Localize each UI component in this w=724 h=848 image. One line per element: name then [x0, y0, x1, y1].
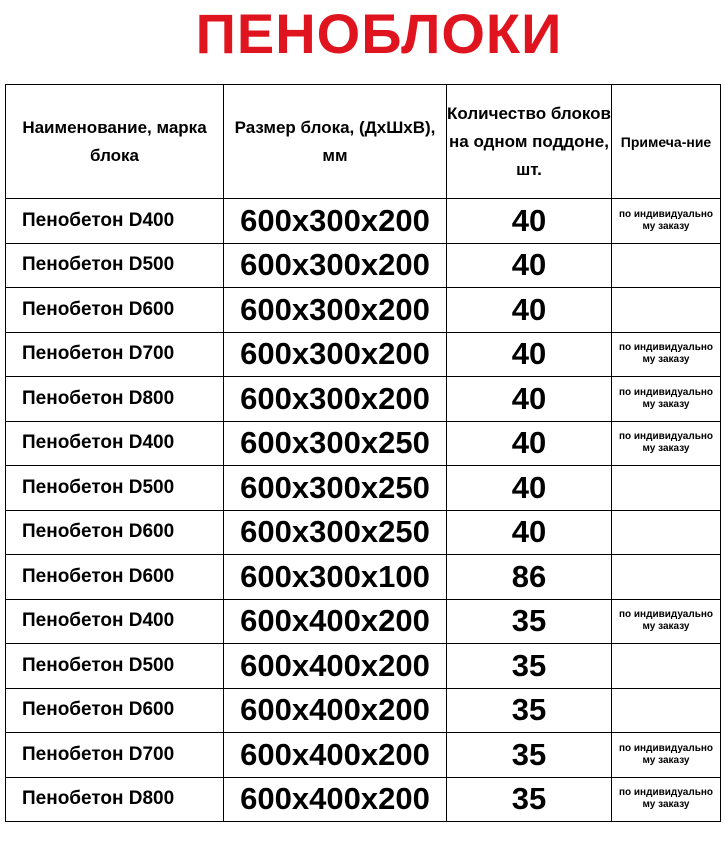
block-name-cell: Пенобетон D600	[6, 288, 224, 333]
table-row	[6, 421, 721, 466]
block-qty-cell: 35	[447, 644, 612, 689]
block-size-cell: 600x400x200	[224, 777, 447, 822]
block-name-cell: Пенобетон D400	[6, 199, 224, 244]
block-qty-cell: 86	[447, 555, 612, 600]
block-size-cell: 600x300x100	[224, 555, 447, 600]
table-body	[6, 199, 721, 822]
block-size-cell: 600x300x200	[224, 199, 447, 244]
block-qty-cell: 35	[447, 688, 612, 733]
table-row	[6, 466, 721, 511]
block-name-cell: Пенобетон D800	[6, 777, 224, 822]
block-note-cell	[612, 466, 721, 511]
block-name-cell: Пенобетон D500	[6, 243, 224, 288]
block-qty-cell: 40	[447, 243, 612, 288]
table-row	[6, 332, 721, 377]
block-note-cell	[612, 555, 721, 600]
block-size-cell: 600x300x200	[224, 243, 447, 288]
block-note-cell: по индивидуально му заказу	[612, 199, 721, 244]
block-name-cell: Пенобетон D500	[6, 644, 224, 689]
table-row	[6, 688, 721, 733]
table-row	[6, 510, 721, 555]
block-note-cell: по индивидуально му заказу	[612, 377, 721, 422]
block-note-cell	[612, 288, 721, 333]
block-qty-cell: 40	[447, 421, 612, 466]
block-note-cell	[612, 644, 721, 689]
table-row	[6, 644, 721, 689]
block-qty-cell: 40	[447, 199, 612, 244]
block-name-cell: Пенобетон D600	[6, 555, 224, 600]
table-row	[6, 243, 721, 288]
price-table	[5, 84, 721, 822]
table-row	[6, 288, 721, 333]
block-name-cell: Пенобетон D700	[6, 332, 224, 377]
block-qty-cell: 40	[447, 510, 612, 555]
block-size-cell: 600x300x250	[224, 421, 447, 466]
column-header-name: Наименование, марка блока	[6, 85, 224, 199]
block-note-cell: по индивидуально му заказу	[612, 733, 721, 778]
block-note-cell	[612, 243, 721, 288]
table-row	[6, 199, 721, 244]
column-header-note: Примеча-ние	[612, 85, 721, 199]
block-name-cell: Пенобетон D400	[6, 599, 224, 644]
table-row	[6, 377, 721, 422]
block-size-cell: 600x400x200	[224, 599, 447, 644]
block-note-cell	[612, 688, 721, 733]
block-qty-cell: 35	[447, 599, 612, 644]
block-name-cell: Пенобетон D400	[6, 421, 224, 466]
table-row	[6, 777, 721, 822]
column-header-size: Размер блока, (ДхШхВ), мм	[224, 85, 447, 199]
block-size-cell: 600x400x200	[224, 733, 447, 778]
block-qty-cell: 40	[447, 466, 612, 511]
block-size-cell: 600x300x250	[224, 466, 447, 511]
block-qty-cell: 35	[447, 777, 612, 822]
block-note-cell	[612, 510, 721, 555]
table-row	[6, 733, 721, 778]
block-size-cell: 600x400x200	[224, 688, 447, 733]
block-note-cell: по индивидуально му заказу	[612, 599, 721, 644]
page-title: ПЕНОБЛОКИ	[195, 2, 563, 65]
block-name-cell: Пенобетон D800	[6, 377, 224, 422]
block-note-cell: по индивидуально му заказу	[612, 332, 721, 377]
table-header-row	[6, 85, 721, 199]
block-size-cell: 600x300x200	[224, 288, 447, 333]
block-size-cell: 600x300x200	[224, 377, 447, 422]
block-note-cell: по индивидуально му заказу	[612, 421, 721, 466]
block-size-cell: 600x400x200	[224, 644, 447, 689]
block-qty-cell: 40	[447, 288, 612, 333]
block-name-cell: Пенобетон D600	[6, 688, 224, 733]
table-row	[6, 555, 721, 600]
block-size-cell: 600x300x250	[224, 510, 447, 555]
block-qty-cell: 40	[447, 332, 612, 377]
block-name-cell: Пенобетон D600	[6, 510, 224, 555]
block-name-cell: Пенобетон D700	[6, 733, 224, 778]
block-qty-cell: 35	[447, 733, 612, 778]
table-row	[6, 599, 721, 644]
block-qty-cell: 40	[447, 377, 612, 422]
column-header-qty: Количество блоков на одном поддоне, шт.	[447, 85, 612, 199]
block-name-cell: Пенобетон D500	[6, 466, 224, 511]
block-size-cell: 600x300x200	[224, 332, 447, 377]
block-note-cell: по индивидуально му заказу	[612, 777, 721, 822]
